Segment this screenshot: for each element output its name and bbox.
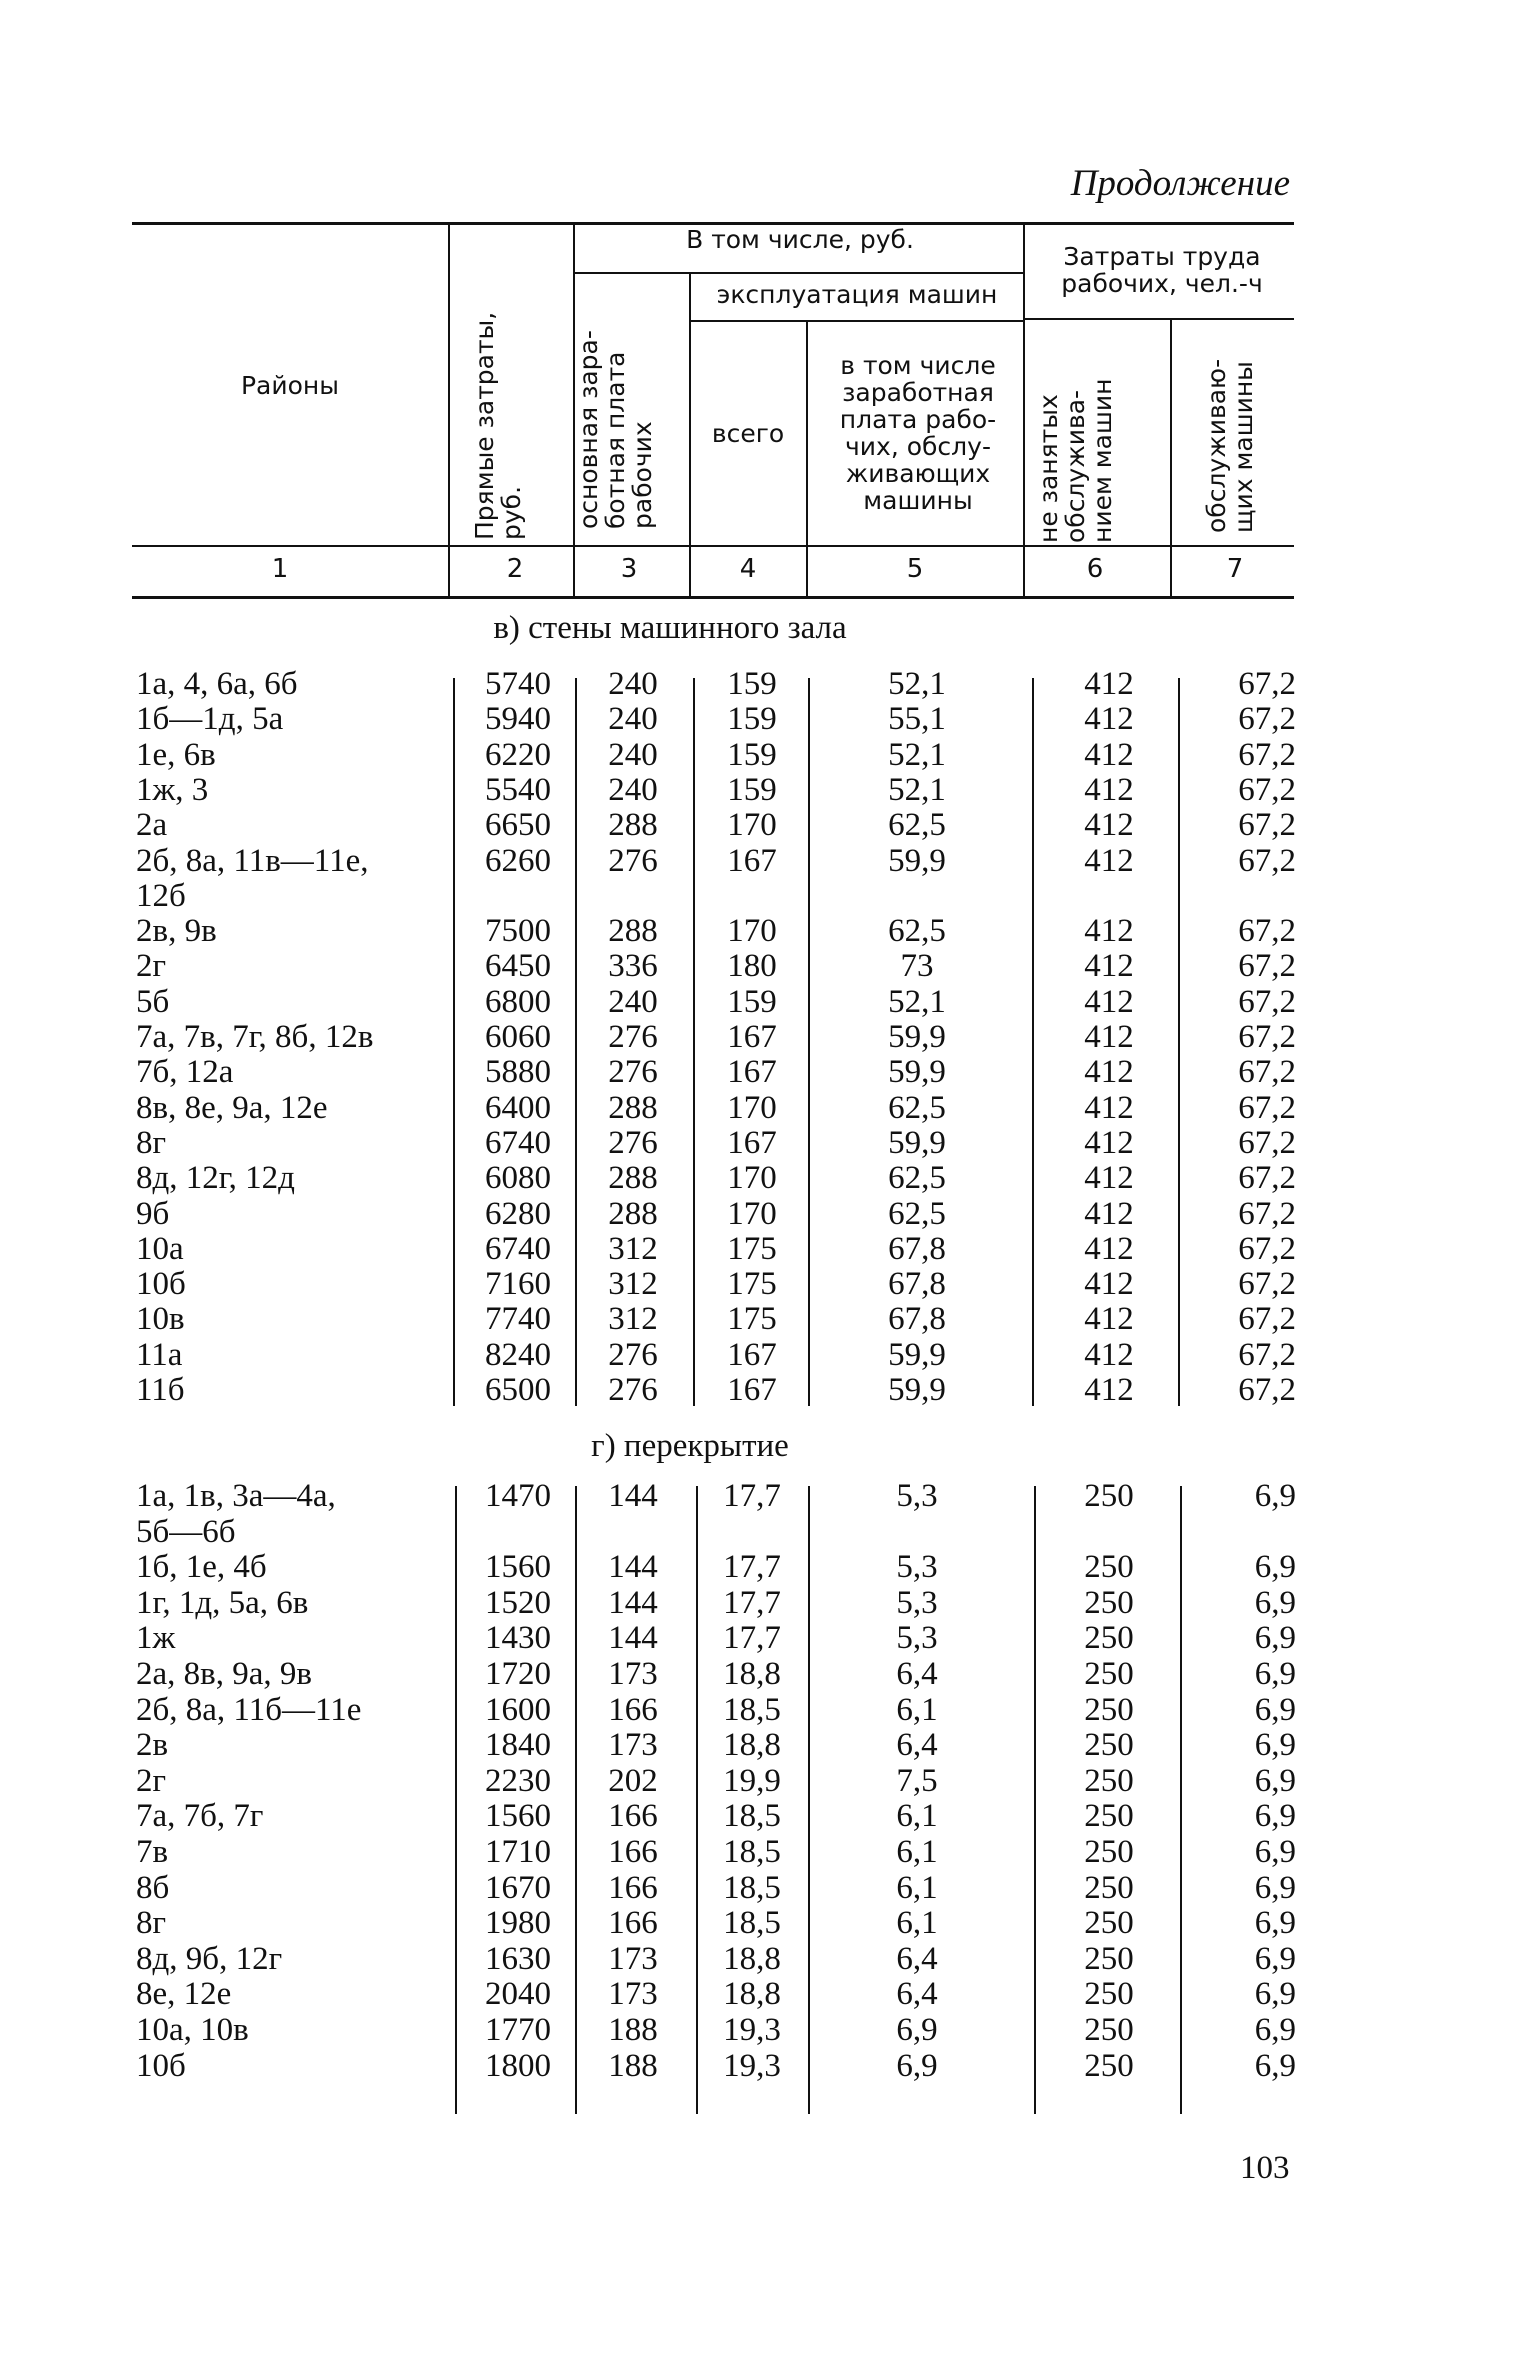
region-cell: 10а bbox=[136, 1230, 184, 1267]
value-cell: 6,4 bbox=[896, 1940, 938, 1977]
region-cell: 8б bbox=[136, 1869, 170, 1906]
value-cell: 144 bbox=[608, 1584, 658, 1621]
region-cell: 1б—1д, 5а bbox=[136, 701, 284, 738]
value-cell: 167 bbox=[727, 1019, 777, 1055]
value-cell: 1560 bbox=[485, 1798, 551, 1835]
value-cell: 159 bbox=[727, 701, 777, 738]
value-cell: 67,8 bbox=[888, 1301, 946, 1338]
value-cell: 6,1 bbox=[896, 1905, 938, 1942]
value-cell: 159 bbox=[727, 771, 777, 808]
value-cell: 6,9 bbox=[896, 2012, 938, 2048]
value-cell: 170 bbox=[727, 1160, 777, 1197]
value-cell: 167 bbox=[727, 1372, 777, 1408]
value-cell: 1600 bbox=[485, 1691, 551, 1728]
value-cell: 6,9 bbox=[1254, 1727, 1296, 1764]
value-cell: 180 bbox=[727, 948, 777, 985]
value-cell: 18,8 bbox=[723, 1727, 781, 1764]
value-cell: 59,9 bbox=[888, 1054, 946, 1091]
region-cell: 2а, 8в, 9а, 9в bbox=[136, 1656, 312, 1692]
value-cell: 17,7 bbox=[723, 1478, 781, 1514]
header-bottom-rule bbox=[132, 545, 1294, 547]
value-cell: 250 bbox=[1084, 1762, 1134, 1799]
value-cell: 250 bbox=[1084, 1620, 1134, 1657]
value-cell: 312 bbox=[608, 1301, 658, 1338]
value-cell: 19,3 bbox=[723, 2012, 781, 2048]
value-cell: 67,2 bbox=[1238, 1230, 1296, 1267]
value-cell: 412 bbox=[1084, 1054, 1134, 1091]
value-cell: 1770 bbox=[485, 2012, 551, 2048]
value-cell: 18,8 bbox=[723, 1656, 781, 1692]
body-vsep bbox=[1032, 678, 1034, 1406]
value-cell: 67,2 bbox=[1238, 701, 1296, 738]
value-cell: 276 bbox=[608, 1336, 658, 1373]
value-cell: 62,5 bbox=[888, 807, 946, 844]
value-cell: 67,2 bbox=[1238, 666, 1296, 702]
header-vsep bbox=[448, 225, 450, 597]
value-cell: 6,9 bbox=[1254, 1798, 1296, 1835]
value-cell: 167 bbox=[727, 1336, 777, 1373]
value-cell: 67,2 bbox=[1238, 842, 1296, 879]
numbering-bottom-rule bbox=[132, 596, 1294, 599]
value-cell: 6740 bbox=[485, 1124, 551, 1161]
header-vsep bbox=[689, 274, 691, 597]
value-cell: 173 bbox=[608, 1940, 658, 1977]
value-cell: 1470 bbox=[485, 1478, 551, 1514]
col-number: 4 bbox=[739, 554, 757, 584]
value-cell: 240 bbox=[608, 701, 658, 738]
value-cell: 5,3 bbox=[896, 1584, 938, 1621]
value-cell: 6,9 bbox=[1254, 1762, 1296, 1799]
body-vsep bbox=[455, 1486, 457, 2114]
value-cell: 5540 bbox=[485, 771, 551, 808]
region-cell: 8в, 8е, 9а, 12е bbox=[136, 1089, 328, 1126]
value-cell: 159 bbox=[727, 736, 777, 773]
region-cell: 10в bbox=[136, 1301, 185, 1338]
value-cell: 173 bbox=[608, 1976, 658, 2013]
value-cell: 6220 bbox=[485, 736, 551, 773]
value-cell: 6,9 bbox=[1254, 1976, 1296, 2013]
region-cell: 1б, 1е, 4б bbox=[136, 1549, 267, 1586]
region-cell: 7б, 12а bbox=[136, 1054, 234, 1091]
value-cell: 52,1 bbox=[888, 736, 946, 773]
value-cell: 6,1 bbox=[896, 1798, 938, 1835]
region-cell: 1г, 1д, 5а, 6в bbox=[136, 1584, 309, 1621]
value-cell: 336 bbox=[608, 948, 658, 985]
value-cell: 1710 bbox=[485, 1834, 551, 1870]
value-cell: 5,3 bbox=[896, 1549, 938, 1586]
value-cell: 250 bbox=[1084, 1656, 1134, 1692]
value-cell: 67,2 bbox=[1238, 1160, 1296, 1197]
value-cell: 6,4 bbox=[896, 1727, 938, 1764]
region-cell: 7а, 7б, 7г bbox=[136, 1798, 264, 1835]
value-cell: 250 bbox=[1084, 1976, 1134, 2013]
region-cell: 1ж, 3 bbox=[136, 771, 209, 808]
value-cell: 6,9 bbox=[1254, 1869, 1296, 1906]
region-cell: 1а, 4, 6а, 6б bbox=[136, 666, 298, 702]
value-cell: 7740 bbox=[485, 1301, 551, 1338]
value-cell: 1670 bbox=[485, 1869, 551, 1906]
value-cell: 5740 bbox=[485, 666, 551, 702]
group-incl-rule bbox=[574, 272, 1024, 274]
value-cell: 67,2 bbox=[1238, 1089, 1296, 1126]
value-cell: 19,3 bbox=[723, 2047, 781, 2084]
region-cell: 11а bbox=[136, 1336, 183, 1373]
value-cell: 412 bbox=[1084, 1195, 1134, 1232]
value-cell: 288 bbox=[608, 1089, 658, 1126]
value-cell: 167 bbox=[727, 842, 777, 879]
value-cell: 6,9 bbox=[1254, 1656, 1296, 1692]
value-cell: 5,3 bbox=[896, 1478, 938, 1514]
value-cell: 312 bbox=[608, 1230, 658, 1267]
value-cell: 144 bbox=[608, 1478, 658, 1514]
header-vsep bbox=[1170, 320, 1172, 597]
value-cell: 1560 bbox=[485, 1549, 551, 1586]
value-cell: 1980 bbox=[485, 1905, 551, 1942]
header-machine-operation: эксплуатация машин bbox=[716, 280, 998, 309]
value-cell: 6,4 bbox=[896, 1976, 938, 2013]
value-cell: 412 bbox=[1084, 948, 1134, 985]
value-cell: 250 bbox=[1084, 1798, 1134, 1835]
value-cell: 5940 bbox=[485, 701, 551, 738]
col-number: 1 bbox=[271, 554, 289, 584]
col-number: 7 bbox=[1226, 554, 1244, 584]
value-cell: 59,9 bbox=[888, 1372, 946, 1408]
value-cell: 1840 bbox=[485, 1727, 551, 1764]
value-cell: 250 bbox=[1084, 1584, 1134, 1621]
continuation-label: Продолжение bbox=[1070, 163, 1290, 204]
value-cell: 18,5 bbox=[723, 1869, 781, 1906]
region-cell: 10б bbox=[136, 1266, 186, 1303]
value-cell: 412 bbox=[1084, 1372, 1134, 1408]
value-cell: 67,8 bbox=[888, 1266, 946, 1303]
value-cell: 2230 bbox=[485, 1762, 551, 1799]
value-cell: 67,8 bbox=[888, 1230, 946, 1267]
value-cell: 288 bbox=[608, 807, 658, 844]
value-cell: 276 bbox=[608, 842, 658, 879]
value-cell: 250 bbox=[1084, 1940, 1134, 1977]
value-cell: 18,5 bbox=[723, 1691, 781, 1728]
value-cell: 67,2 bbox=[1238, 1301, 1296, 1338]
value-cell: 412 bbox=[1084, 771, 1134, 808]
value-cell: 170 bbox=[727, 1195, 777, 1232]
value-cell: 17,7 bbox=[723, 1584, 781, 1621]
value-cell: 412 bbox=[1084, 1266, 1134, 1303]
region-cell: 12б bbox=[136, 877, 186, 914]
section-title: г) перекрытие bbox=[591, 1428, 789, 1464]
value-cell: 175 bbox=[727, 1301, 777, 1338]
value-cell: 17,7 bbox=[723, 1620, 781, 1657]
value-cell: 6,4 bbox=[896, 1656, 938, 1692]
value-cell: 62,5 bbox=[888, 1089, 946, 1126]
value-cell: 67,2 bbox=[1238, 1124, 1296, 1161]
value-cell: 6400 bbox=[485, 1089, 551, 1126]
value-cell: 5,3 bbox=[896, 1620, 938, 1657]
value-cell: 188 bbox=[608, 2047, 658, 2084]
body-vsep bbox=[453, 678, 455, 1406]
value-cell: 6740 bbox=[485, 1230, 551, 1267]
value-cell: 166 bbox=[608, 1869, 658, 1906]
body-vsep bbox=[575, 678, 577, 1406]
value-cell: 276 bbox=[608, 1124, 658, 1161]
region-cell: 2г bbox=[136, 1762, 167, 1799]
header-non-machine-workers: не занятых обслужива-нием машин bbox=[1034, 378, 1117, 543]
header-direct-costs: Прямые затраты, руб. bbox=[470, 311, 526, 540]
value-cell: 6,9 bbox=[1254, 2012, 1296, 2048]
value-cell: 18,8 bbox=[723, 1940, 781, 1977]
value-cell: 62,5 bbox=[888, 1160, 946, 1197]
value-cell: 166 bbox=[608, 1905, 658, 1942]
value-cell: 250 bbox=[1084, 1905, 1134, 1942]
value-cell: 67,2 bbox=[1238, 1019, 1296, 1055]
value-cell: 312 bbox=[608, 1266, 658, 1303]
value-cell: 412 bbox=[1084, 1160, 1134, 1197]
group-exp-rule bbox=[690, 320, 1024, 322]
header-labor-costs: Затраты труда рабочих, чел.-ч bbox=[1061, 242, 1263, 298]
value-cell: 52,1 bbox=[888, 771, 946, 808]
header-base-wage: основная зара-ботная плата рабочих bbox=[574, 330, 657, 529]
value-cell: 412 bbox=[1084, 1336, 1134, 1373]
header-total: всего bbox=[711, 419, 785, 448]
value-cell: 6500 bbox=[485, 1372, 551, 1408]
region-cell: 1а, 1в, 3а—4а, bbox=[136, 1478, 336, 1514]
value-cell: 188 bbox=[608, 2012, 658, 2048]
value-cell: 240 bbox=[608, 666, 658, 702]
value-cell: 19,9 bbox=[723, 1762, 781, 1799]
value-cell: 240 bbox=[608, 771, 658, 808]
col-number: 2 bbox=[506, 554, 524, 584]
region-cell: 1ж bbox=[136, 1620, 176, 1657]
value-cell: 55,1 bbox=[888, 701, 946, 738]
value-cell: 59,9 bbox=[888, 1019, 946, 1055]
region-cell: 8г bbox=[136, 1905, 167, 1942]
header-machine-wage: в том числе заработная плата рабо-чих, обслу-живающих машины bbox=[839, 351, 997, 515]
value-cell: 2040 bbox=[485, 1976, 551, 2013]
value-cell: 250 bbox=[1084, 1727, 1134, 1764]
value-cell: 202 bbox=[608, 1762, 658, 1799]
region-cell: 5б bbox=[136, 983, 170, 1020]
value-cell: 175 bbox=[727, 1266, 777, 1303]
value-cell: 250 bbox=[1084, 1549, 1134, 1586]
value-cell: 18,5 bbox=[723, 1905, 781, 1942]
value-cell: 1430 bbox=[485, 1620, 551, 1657]
value-cell: 412 bbox=[1084, 1089, 1134, 1126]
value-cell: 173 bbox=[608, 1727, 658, 1764]
value-cell: 67,2 bbox=[1238, 1054, 1296, 1091]
value-cell: 6650 bbox=[485, 807, 551, 844]
group-labor-rule bbox=[1024, 318, 1294, 320]
region-cell: 10а, 10в bbox=[136, 2012, 249, 2048]
value-cell: 412 bbox=[1084, 1230, 1134, 1267]
value-cell: 412 bbox=[1084, 701, 1134, 738]
value-cell: 17,7 bbox=[723, 1549, 781, 1586]
value-cell: 1520 bbox=[485, 1584, 551, 1621]
value-cell: 166 bbox=[608, 1834, 658, 1870]
value-cell: 5880 bbox=[485, 1054, 551, 1091]
value-cell: 6,1 bbox=[896, 1869, 938, 1906]
value-cell: 6,9 bbox=[1254, 1905, 1296, 1942]
body-vsep bbox=[693, 678, 695, 1406]
region-cell: 11б bbox=[136, 1372, 185, 1408]
region-cell: 2г bbox=[136, 948, 167, 985]
region-cell: 2б, 8а, 11б—11е bbox=[136, 1691, 362, 1728]
value-cell: 1630 bbox=[485, 1940, 551, 1977]
value-cell: 7500 bbox=[485, 913, 551, 950]
value-cell: 170 bbox=[727, 1089, 777, 1126]
value-cell: 6,9 bbox=[1254, 1478, 1296, 1514]
value-cell: 7160 bbox=[485, 1266, 551, 1303]
value-cell: 167 bbox=[727, 1054, 777, 1091]
header-machine-workers: обслуживаю-щих машины bbox=[1202, 358, 1258, 533]
value-cell: 6060 bbox=[485, 1019, 551, 1055]
value-cell: 288 bbox=[608, 1160, 658, 1197]
value-cell: 250 bbox=[1084, 1478, 1134, 1514]
header-regions: Районы bbox=[240, 371, 340, 400]
value-cell: 288 bbox=[608, 1195, 658, 1232]
value-cell: 412 bbox=[1084, 1019, 1134, 1055]
value-cell: 67,2 bbox=[1238, 771, 1296, 808]
value-cell: 6,9 bbox=[1254, 1620, 1296, 1657]
header-vsep bbox=[806, 322, 808, 597]
value-cell: 412 bbox=[1084, 736, 1134, 773]
value-cell: 144 bbox=[608, 1620, 658, 1657]
value-cell: 6,1 bbox=[896, 1691, 938, 1728]
value-cell: 6,9 bbox=[1254, 1549, 1296, 1586]
value-cell: 276 bbox=[608, 1372, 658, 1408]
value-cell: 67,2 bbox=[1238, 983, 1296, 1020]
region-cell: 9б bbox=[136, 1195, 170, 1232]
header-including: В том числе, руб. bbox=[686, 225, 914, 254]
value-cell: 52,1 bbox=[888, 983, 946, 1020]
value-cell: 6,9 bbox=[1254, 1691, 1296, 1728]
value-cell: 6,9 bbox=[1254, 1940, 1296, 1977]
col-number: 3 bbox=[620, 554, 638, 584]
value-cell: 62,5 bbox=[888, 1195, 946, 1232]
value-cell: 67,2 bbox=[1238, 913, 1296, 950]
value-cell: 173 bbox=[608, 1656, 658, 1692]
value-cell: 18,5 bbox=[723, 1834, 781, 1870]
value-cell: 250 bbox=[1084, 1834, 1134, 1870]
section-title: в) стены машинного зала bbox=[493, 610, 847, 646]
value-cell: 6260 bbox=[485, 842, 551, 879]
value-cell: 412 bbox=[1084, 842, 1134, 879]
page-number: 103 bbox=[1240, 2150, 1290, 2186]
value-cell: 412 bbox=[1084, 1124, 1134, 1161]
value-cell: 8240 bbox=[485, 1336, 551, 1373]
value-cell: 7,5 bbox=[896, 1762, 938, 1799]
value-cell: 6,9 bbox=[896, 2047, 938, 2084]
region-cell: 5б—6б bbox=[136, 1513, 236, 1550]
body-vsep bbox=[808, 1486, 810, 2114]
header-vsep bbox=[1023, 225, 1025, 597]
region-cell: 2а bbox=[136, 807, 168, 844]
region-cell: 1е, 6в bbox=[136, 736, 216, 773]
value-cell: 1800 bbox=[485, 2047, 551, 2084]
value-cell: 159 bbox=[727, 666, 777, 702]
value-cell: 6,9 bbox=[1254, 2047, 1296, 2084]
value-cell: 170 bbox=[727, 913, 777, 950]
value-cell: 159 bbox=[727, 983, 777, 1020]
value-cell: 276 bbox=[608, 1054, 658, 1091]
value-cell: 6,9 bbox=[1254, 1584, 1296, 1621]
value-cell: 67,2 bbox=[1238, 948, 1296, 985]
value-cell: 170 bbox=[727, 807, 777, 844]
value-cell: 250 bbox=[1084, 2047, 1134, 2084]
value-cell: 276 bbox=[608, 1019, 658, 1055]
value-cell: 6800 bbox=[485, 983, 551, 1020]
value-cell: 412 bbox=[1084, 666, 1134, 702]
value-cell: 67,2 bbox=[1238, 736, 1296, 773]
value-cell: 144 bbox=[608, 1549, 658, 1586]
value-cell: 52,1 bbox=[888, 666, 946, 702]
value-cell: 67,2 bbox=[1238, 1372, 1296, 1408]
region-cell: 2б, 8а, 11в—11е, bbox=[136, 842, 369, 879]
value-cell: 166 bbox=[608, 1798, 658, 1835]
region-cell: 7в bbox=[136, 1834, 169, 1870]
value-cell: 6280 bbox=[485, 1195, 551, 1232]
region-cell: 2в bbox=[136, 1727, 169, 1764]
value-cell: 67,2 bbox=[1238, 1195, 1296, 1232]
value-cell: 1720 bbox=[485, 1656, 551, 1692]
col-number: 5 bbox=[906, 554, 924, 584]
value-cell: 412 bbox=[1084, 983, 1134, 1020]
body-vsep bbox=[575, 1486, 577, 2114]
value-cell: 67,2 bbox=[1238, 1336, 1296, 1373]
value-cell: 412 bbox=[1084, 1301, 1134, 1338]
value-cell: 18,8 bbox=[723, 1976, 781, 2013]
value-cell: 62,5 bbox=[888, 913, 946, 950]
value-cell: 67,2 bbox=[1238, 807, 1296, 844]
value-cell: 250 bbox=[1084, 1691, 1134, 1728]
value-cell: 6450 bbox=[485, 948, 551, 985]
region-cell: 10б bbox=[136, 2047, 186, 2084]
value-cell: 73 bbox=[900, 948, 934, 985]
value-cell: 412 bbox=[1084, 913, 1134, 950]
value-cell: 67,2 bbox=[1238, 1266, 1296, 1303]
value-cell: 59,9 bbox=[888, 1124, 946, 1161]
value-cell: 175 bbox=[727, 1230, 777, 1267]
value-cell: 250 bbox=[1084, 1869, 1134, 1906]
region-cell: 2в, 9в bbox=[136, 913, 217, 950]
value-cell: 288 bbox=[608, 913, 658, 950]
col-number: 6 bbox=[1086, 554, 1104, 584]
value-cell: 167 bbox=[727, 1124, 777, 1161]
value-cell: 18,5 bbox=[723, 1798, 781, 1835]
region-cell: 8д, 9б, 12г bbox=[136, 1940, 283, 1977]
value-cell: 240 bbox=[608, 983, 658, 1020]
value-cell: 6,1 bbox=[896, 1834, 938, 1870]
value-cell: 59,9 bbox=[888, 842, 946, 879]
region-cell: 8д, 12г, 12д bbox=[136, 1160, 295, 1197]
body-vsep bbox=[808, 678, 810, 1406]
region-cell: 8е, 12е bbox=[136, 1976, 232, 2013]
value-cell: 6,9 bbox=[1254, 1834, 1296, 1870]
value-cell: 166 bbox=[608, 1691, 658, 1728]
value-cell: 6080 bbox=[485, 1160, 551, 1197]
value-cell: 240 bbox=[608, 736, 658, 773]
region-cell: 8г bbox=[136, 1124, 167, 1161]
value-cell: 250 bbox=[1084, 2012, 1134, 2048]
value-cell: 59,9 bbox=[888, 1336, 946, 1373]
region-cell: 7а, 7в, 7г, 8б, 12в bbox=[136, 1019, 374, 1055]
value-cell: 412 bbox=[1084, 807, 1134, 844]
